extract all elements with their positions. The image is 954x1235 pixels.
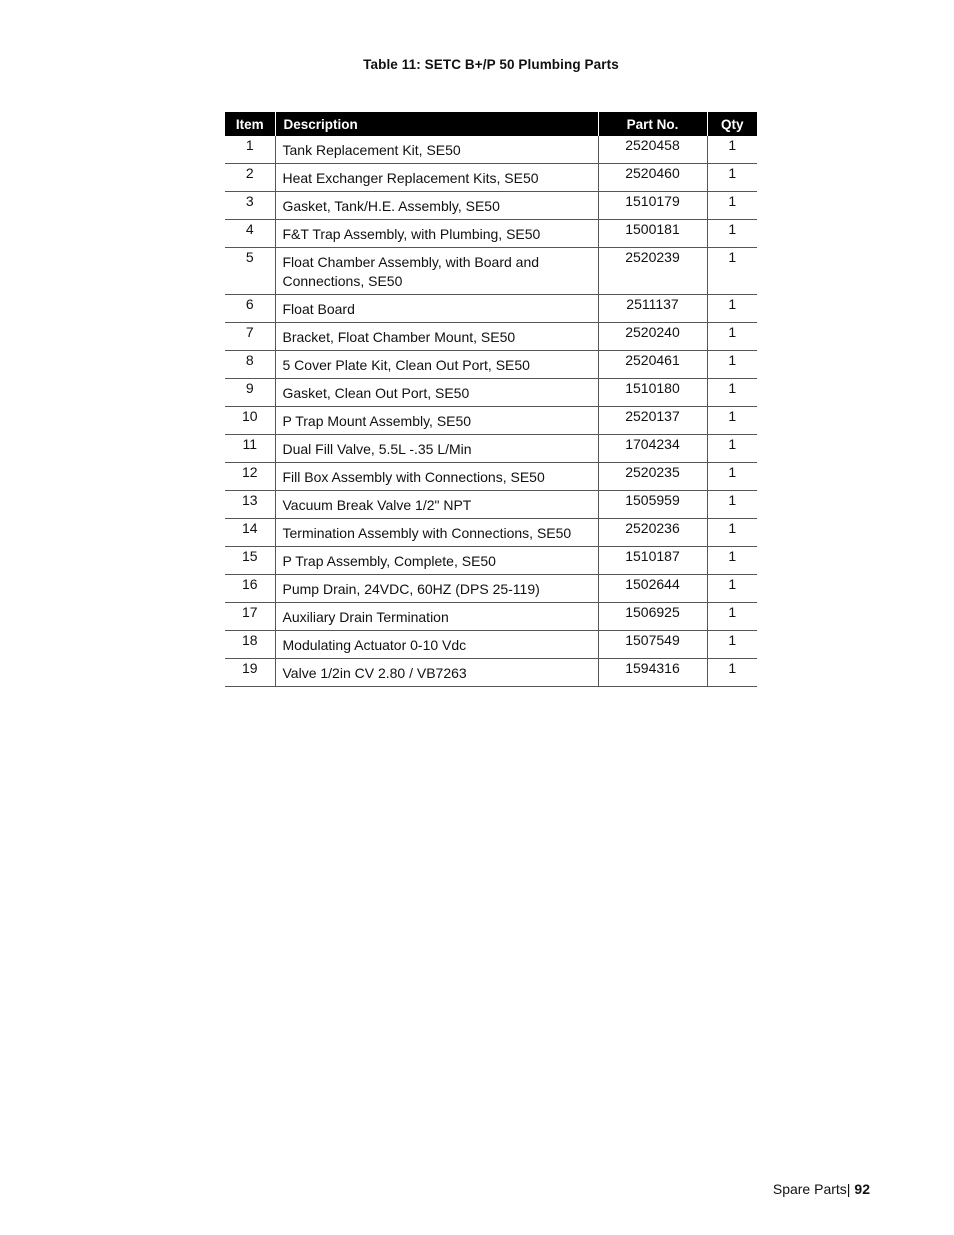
part-no-cell: 1704234 [598,435,707,463]
part-no-cell: 2520461 [598,351,707,379]
part-no-cell: 2520239 [598,248,707,295]
description-cell: P Trap Assembly, Complete, SE50 [275,547,598,575]
qty-cell: 1 [707,192,757,220]
page-number: 92 [854,1181,870,1197]
item-cell: 2 [225,164,275,192]
qty-cell: 1 [707,295,757,323]
description-cell: Termination Assembly with Connections, SE50 [275,519,598,547]
part-no-cell: 1505959 [598,491,707,519]
description-cell: Pump Drain, 24VDC, 60HZ (DPS 25-119) [275,575,598,603]
part-no-cell: 1507549 [598,631,707,659]
table-row [225,659,757,687]
item-cell: 5 [225,248,275,295]
item-cell: 17 [225,603,275,631]
part-no-cell: 1510179 [598,192,707,220]
table-caption: Table 11: SETC B+/P 50 Plumbing Parts [363,57,619,72]
item-cell: 16 [225,575,275,603]
item-cell: 14 [225,519,275,547]
description-cell: F&T Trap Assembly, with Plumbing, SE50 [275,220,598,248]
qty-cell: 1 [707,491,757,519]
part-no-cell: 2520458 [598,136,707,164]
header-qty: Qty [707,112,757,136]
qty-cell: 1 [707,631,757,659]
item-cell: 1 [225,136,275,164]
description-cell: 5 Cover Plate Kit, Clean Out Port, SE50 [275,351,598,379]
part-no-cell: 2520236 [598,519,707,547]
item-cell: 13 [225,491,275,519]
table-row [225,435,757,463]
qty-cell: 1 [707,379,757,407]
table-row [225,603,757,631]
qty-cell: 1 [707,435,757,463]
description-cell: Heat Exchanger Replacement Kits, SE50 [275,164,598,192]
qty-cell: 1 [707,519,757,547]
table-row [225,631,757,659]
description-cell: Modulating Actuator 0-10 Vdc [275,631,598,659]
table-row [225,491,757,519]
header-description: Description [275,112,598,136]
item-cell: 12 [225,463,275,491]
description-cell: Bracket, Float Chamber Mount, SE50 [275,323,598,351]
part-no-cell: 2511137 [598,295,707,323]
table-row [225,379,757,407]
table-row [225,351,757,379]
description-cell: Gasket, Tank/H.E. Assembly, SE50 [275,192,598,220]
table-row [225,192,757,220]
table-row [225,248,757,295]
qty-cell: 1 [707,164,757,192]
table-header-row [225,112,757,136]
table-row [225,220,757,248]
item-cell: 11 [225,435,275,463]
table-row [225,463,757,491]
part-no-cell: 1510187 [598,547,707,575]
part-no-cell: 2520137 [598,407,707,435]
table-row [225,295,757,323]
qty-cell: 1 [707,659,757,687]
table-row [225,547,757,575]
part-no-cell: 1594316 [598,659,707,687]
qty-cell: 1 [707,407,757,435]
qty-cell: 1 [707,575,757,603]
table-row [225,519,757,547]
table-row [225,323,757,351]
qty-cell: 1 [707,351,757,379]
description-cell: Auxiliary Drain Termination [275,603,598,631]
plumbing-parts-table [225,112,757,687]
description-cell: Gasket, Clean Out Port, SE50 [275,379,598,407]
qty-cell: 1 [707,220,757,248]
table-row [225,407,757,435]
qty-cell: 1 [707,136,757,164]
qty-cell: 1 [707,323,757,351]
table-row [225,164,757,192]
description-cell: Float Board [275,295,598,323]
part-no-cell: 1506925 [598,603,707,631]
item-cell: 15 [225,547,275,575]
qty-cell: 1 [707,603,757,631]
description-cell: Tank Replacement Kit, SE50 [275,136,598,164]
qty-cell: 1 [707,248,757,295]
item-cell: 6 [225,295,275,323]
header-part-no: Part No. [598,112,707,136]
description-cell: Float Chamber Assembly, with Board and Connections, SE50 [275,248,598,295]
description-cell: Dual Fill Valve, 5.5L -.35 L/Min [275,435,598,463]
qty-cell: 1 [707,463,757,491]
description-cell: Fill Box Assembly with Connections, SE50 [275,463,598,491]
footer-section-label: Spare Parts| [772,1181,851,1197]
item-cell: 9 [225,379,275,407]
item-cell: 10 [225,407,275,435]
part-no-cell: 1502644 [598,575,707,603]
description-cell: Valve 1/2in CV 2.80 / VB7263 [275,659,598,687]
item-cell: 3 [225,192,275,220]
item-cell: 18 [225,631,275,659]
qty-cell: 1 [707,547,757,575]
part-no-cell: 2520240 [598,323,707,351]
part-no-cell: 1500181 [598,220,707,248]
description-cell: Vacuum Break Valve 1/2" NPT [275,491,598,519]
part-no-cell: 1510180 [598,379,707,407]
part-no-cell: 2520235 [598,463,707,491]
item-cell: 8 [225,351,275,379]
table-body [225,136,757,687]
description-cell: P Trap Mount Assembly, SE50 [275,407,598,435]
part-no-cell: 2520460 [598,164,707,192]
header-item: Item [225,112,275,136]
table-row [225,136,757,164]
item-cell: 4 [225,220,275,248]
item-cell: 19 [225,659,275,687]
page-footer [773,1181,870,1197]
table-row [225,575,757,603]
item-cell: 7 [225,323,275,351]
